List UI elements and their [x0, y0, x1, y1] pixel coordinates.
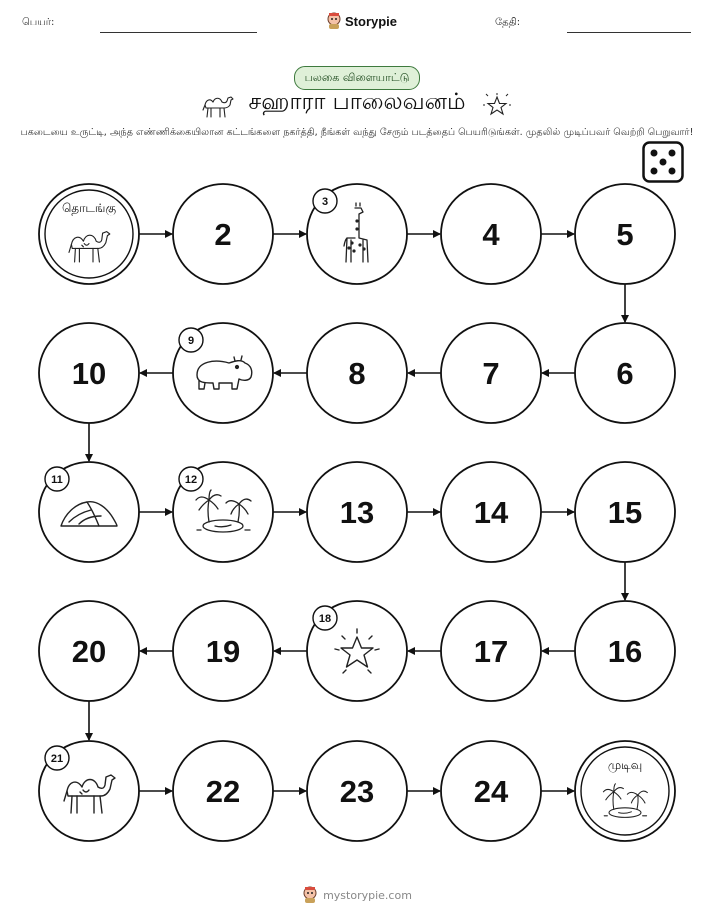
- space-number: 10: [71, 356, 107, 391]
- space-number: 4: [482, 217, 500, 252]
- board-space[interactable]: [39, 323, 139, 423]
- board-space[interactable]: [307, 323, 407, 423]
- space-number: 22: [205, 774, 241, 809]
- board-space[interactable]: [441, 184, 541, 284]
- footer-url[interactable]: mystorypie.com: [323, 888, 412, 902]
- board-space[interactable]: [173, 741, 273, 841]
- board-space[interactable]: [307, 184, 407, 284]
- space-number: 12: [184, 474, 198, 486]
- board-space[interactable]: [441, 462, 541, 562]
- finish-space[interactable]: [575, 741, 675, 841]
- space-number: 7: [482, 356, 500, 391]
- space-number: 20: [71, 634, 107, 669]
- space-number: 2: [214, 217, 232, 252]
- space-number: 8: [348, 356, 366, 391]
- start-space[interactable]: [39, 184, 139, 284]
- board-space[interactable]: [39, 462, 139, 562]
- space-number: 23: [339, 774, 375, 809]
- board-space[interactable]: [39, 601, 139, 701]
- board-space[interactable]: [575, 601, 675, 701]
- space-number: 15: [607, 495, 643, 530]
- board-space[interactable]: [441, 323, 541, 423]
- storypie-mascot-icon: [302, 886, 318, 904]
- start-label: தொடங்கு: [61, 201, 117, 215]
- instructions-text: பகடையை உருட்டி, அந்த எண்ணிக்கையிலான கட்டங்களை நகர்த்தி, நீங்கள் வந்து சேரும் படத்தைப் பெயரிடுங்கள். முதலில் முடிப்பவர் வெற்றி பெறுவார்!: [20, 127, 694, 138]
- board-space[interactable]: [307, 462, 407, 562]
- board-space[interactable]: [441, 741, 541, 841]
- space-circle: [575, 741, 675, 841]
- board-space[interactable]: [575, 184, 675, 284]
- space-number: 24: [473, 774, 509, 809]
- space-number: 6: [616, 356, 634, 391]
- board-space[interactable]: [307, 601, 407, 701]
- board-space[interactable]: [39, 741, 139, 841]
- space-number: 9: [187, 335, 195, 347]
- board-space[interactable]: [575, 462, 675, 562]
- date-label: தேதி:: [495, 17, 521, 28]
- space-circle: [39, 184, 139, 284]
- board-space[interactable]: [441, 601, 541, 701]
- space-number: 17: [473, 634, 509, 669]
- game-type-badge: பலகை விளையாட்டு: [294, 66, 420, 90]
- name-label: பெயர்:: [22, 17, 55, 28]
- space-number: 3: [321, 196, 329, 208]
- brand-name: Storypie: [345, 13, 398, 29]
- page-title: சஹாரா பாலைவனம்: [248, 89, 466, 115]
- board-space[interactable]: [575, 323, 675, 423]
- space-number: 5: [616, 217, 634, 252]
- space-number: 19: [205, 634, 241, 669]
- space-number: 13: [339, 495, 375, 530]
- space-number: 21: [50, 753, 64, 765]
- board-space[interactable]: [173, 462, 273, 562]
- footer: [0, 886, 714, 904]
- board-space[interactable]: [173, 601, 273, 701]
- board-space[interactable]: [173, 184, 273, 284]
- space-number: 16: [607, 634, 643, 669]
- board-space[interactable]: [307, 741, 407, 841]
- space-number: 11: [51, 474, 63, 486]
- finish-label: முடிவு: [607, 758, 643, 772]
- space-number: 14: [473, 495, 509, 530]
- space-number: 18: [318, 613, 332, 625]
- board-space[interactable]: [173, 323, 273, 423]
